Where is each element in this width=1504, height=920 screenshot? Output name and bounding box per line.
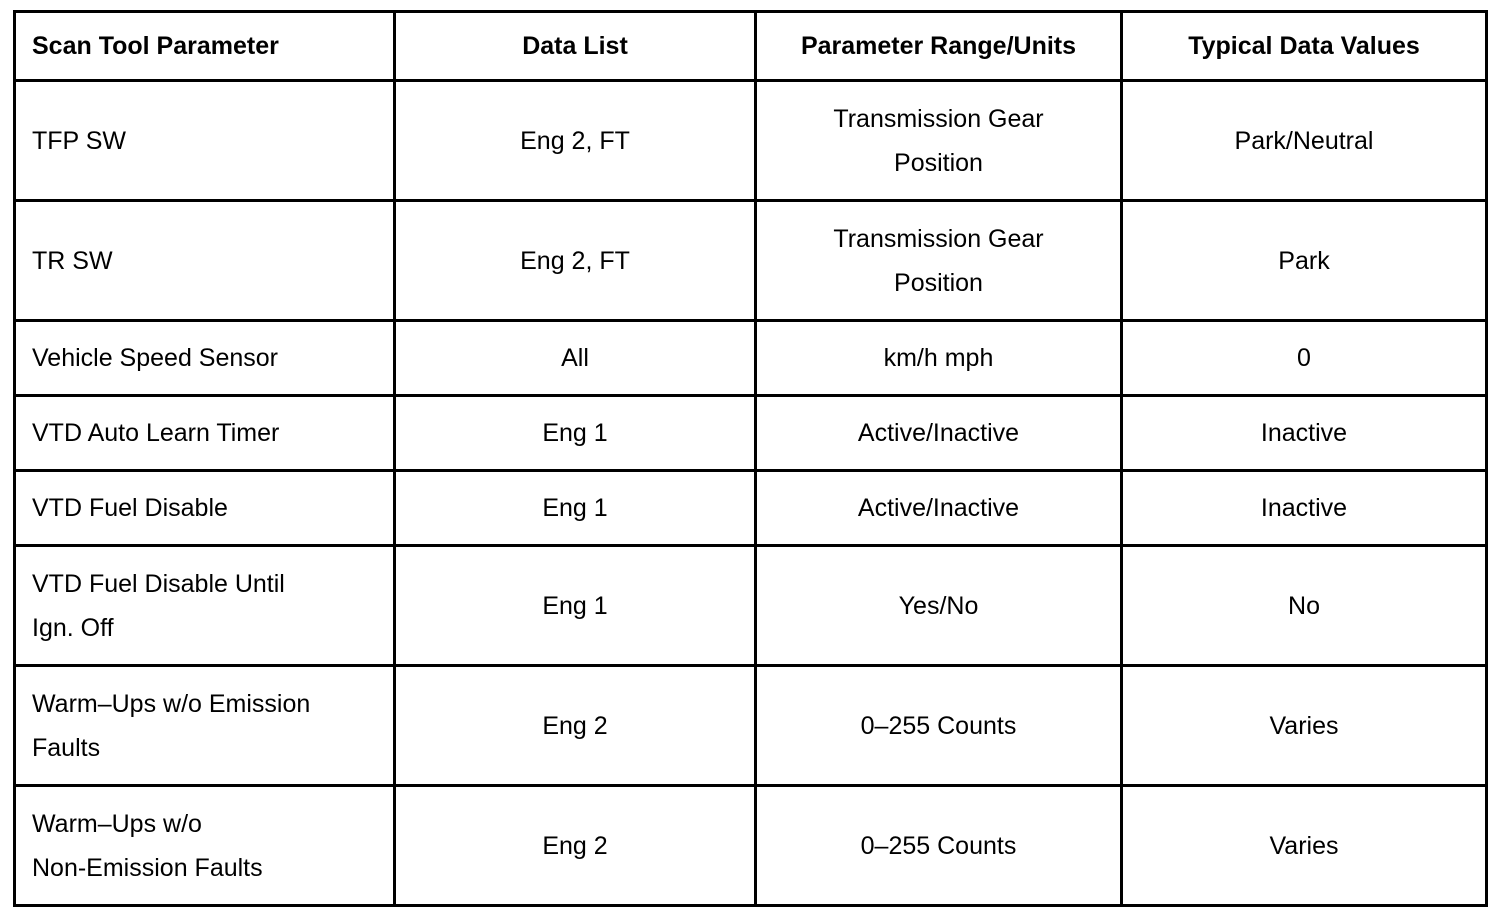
- cell-parameter-range-units-text: Transmission Gear Position: [833, 224, 1044, 297]
- cell-scan-tool-parameter-text: VTD Fuel Disable: [32, 494, 228, 522]
- cell-typical-data-values-text: 0: [1297, 344, 1311, 372]
- cell-typical-data-values: [1122, 546, 1487, 666]
- header-data-list: Data List: [395, 12, 756, 81]
- scan-tool-data-table: [13, 10, 1488, 907]
- cell-parameter-range-units-text: 0–255 Counts: [860, 831, 1017, 860]
- cell-scan-tool-parameter: [15, 546, 395, 666]
- cell-typical-data-values: [1122, 201, 1487, 321]
- cell-parameter-range-units: [756, 81, 1122, 201]
- table-row: [15, 546, 1487, 666]
- cell-typical-data-values: [1122, 666, 1487, 786]
- table-row: [15, 786, 1487, 906]
- cell-data-list: [395, 321, 756, 396]
- cell-data-list: [395, 201, 756, 321]
- cell-parameter-range-units: [756, 471, 1122, 546]
- cell-scan-tool-parameter-text: Warm–Ups w/o Emission Faults: [32, 689, 311, 762]
- cell-data-list: [395, 546, 756, 666]
- cell-scan-tool-parameter: [15, 666, 395, 786]
- cell-data-list: [395, 471, 756, 546]
- cell-parameter-range-units-text: km/h mph: [883, 344, 994, 372]
- cell-parameter-range-units: [756, 666, 1122, 786]
- table-row: [15, 666, 1487, 786]
- cell-scan-tool-parameter-text: TFP SW: [32, 126, 126, 155]
- cell-parameter-range-units-text: Active/Inactive: [857, 419, 1020, 447]
- cell-data-list-text: Eng 1: [542, 419, 608, 447]
- table-row: [15, 321, 1487, 396]
- cell-scan-tool-parameter: [15, 396, 395, 471]
- cell-data-list-text: All: [561, 344, 589, 372]
- cell-data-list-text: Eng 2, FT: [520, 126, 630, 155]
- table-body: [15, 81, 1487, 906]
- cell-scan-tool-parameter-text: TR SW: [32, 246, 113, 275]
- cell-typical-data-values-text: Park/Neutral: [1234, 126, 1374, 155]
- cell-typical-data-values-text: No: [1288, 591, 1320, 620]
- cell-scan-tool-parameter: [15, 471, 395, 546]
- cell-parameter-range-units-text: 0–255 Counts: [860, 711, 1017, 740]
- cell-scan-tool-parameter: [15, 201, 395, 321]
- cell-scan-tool-parameter: [15, 786, 395, 906]
- cell-data-list: [395, 81, 756, 201]
- header-scan-tool-parameter: Scan Tool Parameter: [15, 12, 395, 81]
- cell-scan-tool-parameter: [15, 81, 395, 201]
- header-parameter-range-units: Parameter Range/Units: [756, 12, 1122, 81]
- cell-scan-tool-parameter-text: VTD Fuel Disable Until Ign. Off: [32, 569, 285, 642]
- cell-data-list-text: Eng 2: [542, 711, 608, 740]
- cell-typical-data-values: [1122, 321, 1487, 396]
- header-typical-data-values: Typical Data Values: [1122, 12, 1487, 81]
- cell-parameter-range-units: [756, 396, 1122, 471]
- cell-parameter-range-units-text: Yes/No: [898, 591, 979, 620]
- cell-typical-data-values-text: Varies: [1269, 711, 1339, 740]
- table-row: [15, 471, 1487, 546]
- cell-typical-data-values: [1122, 471, 1487, 546]
- cell-scan-tool-parameter-text: VTD Auto Learn Timer: [32, 419, 280, 447]
- cell-data-list-text: Eng 1: [542, 494, 608, 522]
- cell-parameter-range-units-text: Transmission Gear Position: [833, 104, 1044, 177]
- cell-data-list: [395, 396, 756, 471]
- cell-typical-data-values-text: Varies: [1269, 831, 1339, 860]
- cell-parameter-range-units: [756, 201, 1122, 321]
- table-row: [15, 201, 1487, 321]
- cell-parameter-range-units: [756, 321, 1122, 396]
- cell-scan-tool-parameter-text: Vehicle Speed Sensor: [32, 344, 279, 372]
- cell-typical-data-values: [1122, 81, 1487, 201]
- cell-data-list-text: Eng 1: [542, 591, 608, 620]
- cell-data-list-text: Eng 2, FT: [520, 246, 630, 275]
- cell-data-list-text: Eng 2: [542, 831, 608, 860]
- cell-scan-tool-parameter: [15, 321, 395, 396]
- cell-scan-tool-parameter-text: Warm–Ups w/o Non-Emission Faults: [32, 809, 263, 882]
- cell-typical-data-values-text: Inactive: [1260, 494, 1348, 522]
- table-row: [15, 396, 1487, 471]
- table-header-row: [15, 12, 1487, 81]
- cell-typical-data-values-text: Park: [1278, 246, 1330, 275]
- cell-parameter-range-units: [756, 786, 1122, 906]
- cell-data-list: [395, 786, 756, 906]
- cell-parameter-range-units-text: Active/Inactive: [857, 494, 1020, 522]
- cell-typical-data-values-text: Inactive: [1260, 419, 1348, 447]
- cell-data-list: [395, 666, 756, 786]
- table-row: [15, 81, 1487, 201]
- cell-typical-data-values: [1122, 786, 1487, 906]
- cell-typical-data-values: [1122, 396, 1487, 471]
- cell-parameter-range-units: [756, 546, 1122, 666]
